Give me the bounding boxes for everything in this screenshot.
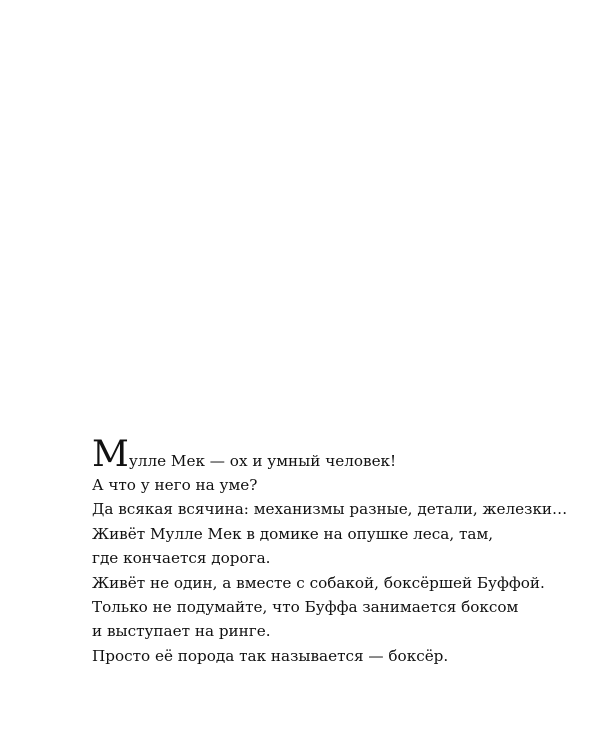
story-line: Просто её порода так называется — боксёр. [92, 646, 449, 665]
story-line: и выступает на ринге. [92, 622, 271, 641]
drop-cap: М [92, 434, 129, 475]
story-text [92, 434, 572, 668]
story-line: Живёт не один, а вместе с собакой, боксёршей Буффой. [92, 573, 545, 592]
story-line: Только не подумайте, что Буффа занимается боксом [92, 598, 519, 617]
story-line: Да всякая всячина: механизмы разные, детали, железки… [92, 500, 568, 519]
first-line-text: улле Мек — ох и умный человек! [128, 452, 397, 470]
story-line: А что у него на уме? [92, 476, 258, 494]
story-first-line [92, 434, 572, 475]
story-line: где кончается дорога. [92, 549, 271, 568]
story-line: Живёт Мулле Мек в домике на опушке леса, там, [92, 524, 494, 543]
